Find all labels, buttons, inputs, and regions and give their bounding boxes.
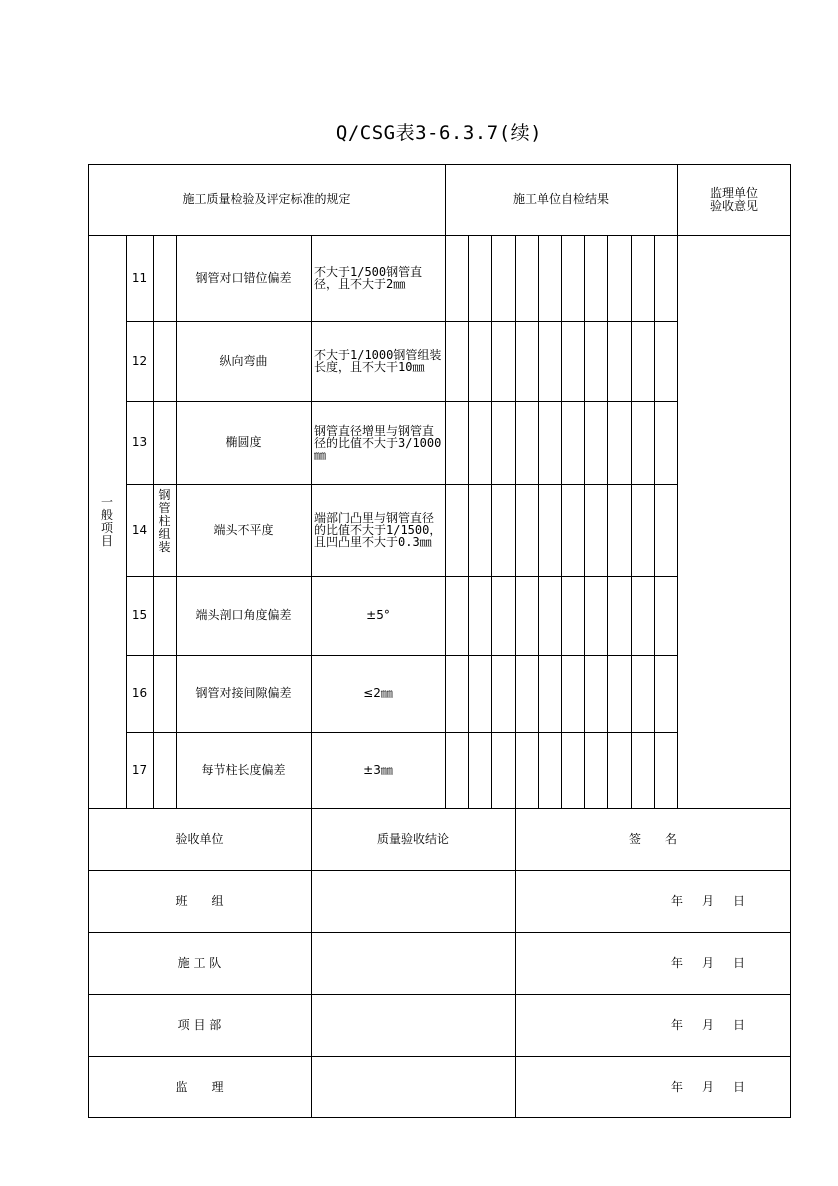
self-check-cell[interactable] xyxy=(631,576,654,655)
item-number: 14 xyxy=(131,522,148,537)
grid-line xyxy=(126,484,677,485)
date-month: 月 xyxy=(701,955,714,970)
date-year: 年 xyxy=(670,955,683,970)
self-check-cell[interactable] xyxy=(584,401,607,484)
acceptance-conclusion-header: 质量验收结论 xyxy=(376,831,449,846)
grid-line xyxy=(654,235,655,808)
self-check-cell[interactable] xyxy=(445,655,468,732)
item-number: 17 xyxy=(131,762,148,777)
acceptance-unit: 监 理 xyxy=(175,1079,224,1094)
self-check-cell[interactable] xyxy=(515,484,538,576)
grid-line xyxy=(126,401,677,402)
self-check-cell[interactable] xyxy=(445,732,468,808)
date-day: 日 xyxy=(732,1017,745,1032)
item-standard: 不大于1/1000钢管组装长度，且不大干10㎜ xyxy=(314,348,442,374)
acceptance-conclusion-cell[interactable] xyxy=(311,870,515,932)
acceptance-conclusion-cell[interactable] xyxy=(311,994,515,1056)
self-check-cell[interactable] xyxy=(607,321,630,401)
self-check-cell[interactable] xyxy=(654,401,677,484)
date-day: 日 xyxy=(732,955,745,970)
self-check-cell[interactable] xyxy=(491,484,514,576)
acceptance-conclusion-cell[interactable] xyxy=(311,1056,515,1118)
item-standard: 不大于1/500钢管直径，且不大于2㎜ xyxy=(314,265,423,291)
subcategory-char: 柱 xyxy=(158,514,171,528)
self-check-cell[interactable] xyxy=(538,235,561,321)
item-standard: ±3㎜ xyxy=(363,762,393,777)
self-check-cell[interactable] xyxy=(515,235,538,321)
date-day: 日 xyxy=(732,1079,745,1094)
self-check-cell[interactable] xyxy=(607,732,630,808)
self-check-cell[interactable] xyxy=(561,401,584,484)
acceptance-sign-cell[interactable] xyxy=(515,932,791,994)
grid-line xyxy=(126,655,677,656)
date-month: 月 xyxy=(701,1017,714,1032)
item-name: 纵向弯曲 xyxy=(219,353,268,368)
category-char: 般 xyxy=(100,507,113,522)
grid-line xyxy=(677,164,678,808)
self-check-cell[interactable] xyxy=(654,484,677,576)
category-char: 项 xyxy=(100,520,113,535)
self-check-cell[interactable] xyxy=(584,235,607,321)
self-check-cell[interactable] xyxy=(491,655,514,732)
self-check-cell[interactable] xyxy=(584,576,607,655)
item-name: 钢管对接间隙偏差 xyxy=(195,686,292,700)
self-check-cell[interactable] xyxy=(584,321,607,401)
self-check-cell[interactable] xyxy=(584,484,607,576)
self-check-cell[interactable] xyxy=(515,576,538,655)
acceptance-unit-header: 验收单位 xyxy=(175,831,224,846)
item-number: 16 xyxy=(131,686,148,700)
self-check-cell[interactable] xyxy=(445,484,468,576)
self-check-cell[interactable] xyxy=(538,321,561,401)
self-check-cell[interactable] xyxy=(607,401,630,484)
item-standard: 钢管直径增里与钢管直径的比值不大于3/1000㎜ xyxy=(314,423,442,462)
self-check-cell[interactable] xyxy=(607,655,630,732)
self-check-cell[interactable] xyxy=(491,235,514,321)
self-check-cell[interactable] xyxy=(654,732,677,808)
self-check-cell[interactable] xyxy=(561,732,584,808)
self-check-cell[interactable] xyxy=(468,484,491,576)
acceptance-unit: 项 目 部 xyxy=(177,1017,222,1032)
category-general-items xyxy=(88,235,126,808)
self-check-cell[interactable] xyxy=(468,235,491,321)
self-check-cell[interactable] xyxy=(445,576,468,655)
grid-line xyxy=(515,235,516,808)
item-name: 椭圆度 xyxy=(225,435,262,449)
header-supervisor-line2: 验收意见 xyxy=(709,198,758,213)
grid-line xyxy=(584,235,585,808)
acceptance-sign-cell[interactable] xyxy=(515,994,791,1056)
date-year: 年 xyxy=(670,893,683,908)
form-title: Q/CSG表3-6.3.7(续) xyxy=(335,122,543,144)
item-name: 端头剖口角度偏差 xyxy=(195,608,292,622)
category-char: 一 xyxy=(100,494,113,509)
item-number: 12 xyxy=(131,353,148,368)
self-check-cell[interactable] xyxy=(561,655,584,732)
grid-line xyxy=(126,732,677,733)
subcategory-char: 组 xyxy=(158,527,171,541)
item-name: 端头不平度 xyxy=(213,522,274,537)
self-check-cell[interactable] xyxy=(654,576,677,655)
self-check-cell[interactable] xyxy=(607,235,630,321)
self-check-cell[interactable] xyxy=(631,655,654,732)
self-check-cell[interactable] xyxy=(515,732,538,808)
item-name: 每节柱长度偏差 xyxy=(201,762,286,777)
date-day: 日 xyxy=(732,893,745,908)
self-check-cell[interactable] xyxy=(631,484,654,576)
self-check-cell[interactable] xyxy=(538,484,561,576)
grid-line xyxy=(561,235,562,808)
subcategory-char: 管 xyxy=(158,501,171,515)
grid-line xyxy=(607,235,608,808)
self-check-cell[interactable] xyxy=(538,655,561,732)
date-year: 年 xyxy=(670,1079,683,1094)
self-check-cell[interactable] xyxy=(515,321,538,401)
item-number: 13 xyxy=(131,435,148,449)
self-check-cell[interactable] xyxy=(468,401,491,484)
self-check-cell[interactable] xyxy=(584,732,607,808)
self-check-cell[interactable] xyxy=(654,655,677,732)
grid-line xyxy=(491,235,492,808)
item-name: 钢管对口错位偏差 xyxy=(195,270,292,285)
acceptance-sign-header: 签 名 xyxy=(628,831,677,846)
self-check-cell[interactable] xyxy=(631,321,654,401)
subcategory-char: 钢 xyxy=(158,488,171,502)
self-check-cell[interactable] xyxy=(491,732,514,808)
item-number: 15 xyxy=(131,608,148,622)
self-check-cell[interactable] xyxy=(607,576,630,655)
self-check-cell[interactable] xyxy=(538,732,561,808)
item-standard: 端部门凸里与钢管直径的比值不大于1/1500，且凹凸里不大于0.3㎜ xyxy=(314,511,442,549)
self-check-cell[interactable] xyxy=(515,655,538,732)
acceptance-sign-cell[interactable] xyxy=(515,1056,791,1118)
self-check-cell[interactable] xyxy=(515,401,538,484)
self-check-cell[interactable] xyxy=(654,321,677,401)
date-year: 年 xyxy=(670,1017,683,1032)
self-check-cell[interactable] xyxy=(491,576,514,655)
self-check-cell[interactable] xyxy=(561,576,584,655)
self-check-cell[interactable] xyxy=(491,401,514,484)
acceptance-unit: 施 工 队 xyxy=(177,955,222,970)
category-char: 目 xyxy=(100,533,113,548)
item-standard: ±5° xyxy=(366,608,390,622)
self-check-cell[interactable] xyxy=(491,321,514,401)
acceptance-sign-cell[interactable] xyxy=(515,870,791,932)
self-check-cell[interactable] xyxy=(538,401,561,484)
self-check-cell[interactable] xyxy=(468,576,491,655)
self-check-cell[interactable] xyxy=(654,235,677,321)
item-standard: ≤2㎜ xyxy=(363,686,393,700)
subcategory-char: 装 xyxy=(158,540,171,554)
header-standard: 施工质量检验及评定标准的规定 xyxy=(182,192,351,206)
self-check-cell[interactable] xyxy=(561,484,584,576)
self-check-cell[interactable] xyxy=(445,401,468,484)
self-check-cell[interactable] xyxy=(468,321,491,401)
self-check-cell[interactable] xyxy=(468,655,491,732)
acceptance-conclusion-cell[interactable] xyxy=(311,932,515,994)
self-check-cell[interactable] xyxy=(607,484,630,576)
grid-line xyxy=(126,321,677,322)
self-check-cell[interactable] xyxy=(584,655,607,732)
grid-line xyxy=(126,576,677,577)
self-check-cell[interactable] xyxy=(538,576,561,655)
header-supervisor-line1: 监理单位 xyxy=(709,185,758,200)
self-check-cell[interactable] xyxy=(445,321,468,401)
self-check-cell[interactable] xyxy=(445,235,468,321)
item-number: 11 xyxy=(131,270,148,285)
date-month: 月 xyxy=(701,893,714,908)
header-supervisor xyxy=(677,164,791,235)
grid-line xyxy=(468,235,469,808)
grid-line xyxy=(538,235,539,808)
self-check-cell[interactable] xyxy=(561,321,584,401)
date-month: 月 xyxy=(701,1079,714,1094)
acceptance-unit: 班 组 xyxy=(175,893,224,908)
grid-line xyxy=(631,235,632,808)
self-check-cell[interactable] xyxy=(631,401,654,484)
header-self-check: 施工单位自检结果 xyxy=(512,192,609,206)
self-check-cell[interactable] xyxy=(561,235,584,321)
self-check-cell[interactable] xyxy=(631,732,654,808)
self-check-cell[interactable] xyxy=(468,732,491,808)
self-check-cell[interactable] xyxy=(631,235,654,321)
